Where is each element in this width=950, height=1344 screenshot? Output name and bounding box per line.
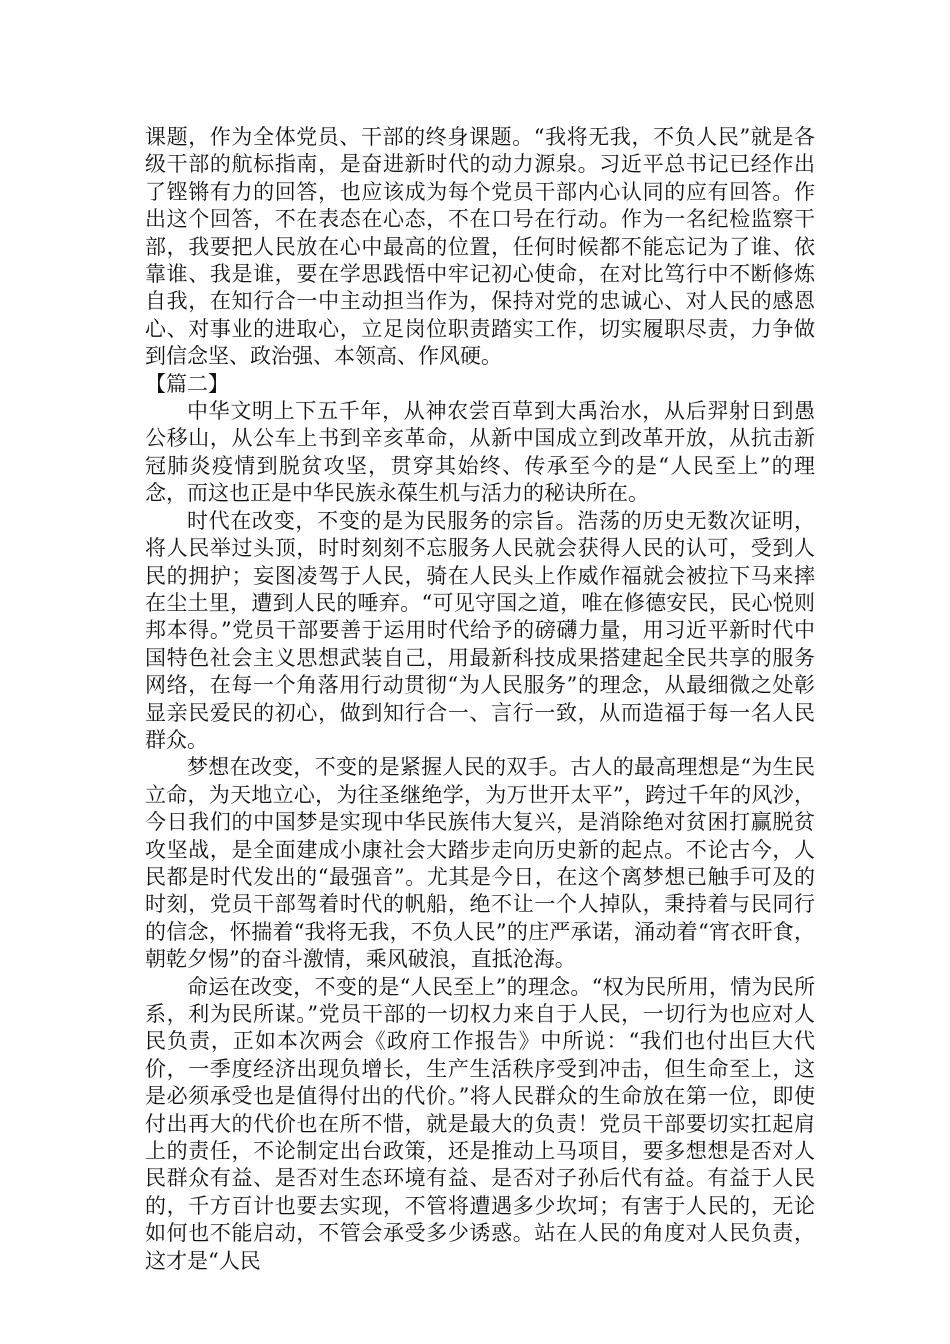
paragraph: 梦想在改变，不变的是紧握人民的双手。古人的最高理想是“为生民立命，为天地立心，为往圣继绝学，为万世开太平”，跨过千年的风沙，今日我们的中国梦是实现中华民族伟大复兴，是消除绝对贫困打赢脱贫攻坚战，是全面建成小康社会大踏步走向历史新的起点。不论古今，人民都是时代发出的“最强音”。尤其是今日，在这个离梦想已触手可及的时刻，党员干部驾着时代的帆船，绝不让一个人掉队，秉持着与民同行的信念，怀揣着“我将无我，不负人民”的庄严承诺，涌动着“宵衣旰食，朝乾夕惕”的奋斗激情，乘风破浪，直抵沧海。 xyxy=(145,755,815,972)
paragraph: 命运在改变，不变的是“人民至上”的理念。“权为民所用，情为民所系，利为民所谋。”党员干部的一切权力来自于人民，一切行为也应对人民负责，正如本次两会《政府工作报告》中所说：“我们也付出巨大代价，一季度经济出现负增长，生产生活秩序受到冲击，但生命至上，这是必须承受也是值得付出的代价。”将人民群众的生命放在第一位，即使付出再大的代价也在所不惜，就是最大的负责！党员干部要切实扛起肩上的责任，不论制定出台政策，还是推动上马项目，要多想想是否对人民群众有益、是否对生态环境有益、是否对子孙后代有益。有益于人民的，千方百计也要去实现，不管将遭遇多少坎坷；有害于人民的，无论如何也不能启动，不管会承受多少诱惑。站在人民的角度对人民负责，这才是“人民 xyxy=(145,974,815,1273)
document-page xyxy=(145,124,815,1275)
paragraph-continuation: 课题，作为全体党员、干部的终身课题。“我将无我，不负人民”就是各级干部的航标指南，是奋进新时代的动力源泉。习近平总书记已经作出了铿锵有力的回答，也应该成为每个党员干部内心认同的应有回答。作出这个回答，不在表态在心态，不在口号在行动。作为一名纪检监察干部，我要把人民放在心中最高的位置，任何时候都不能忘记为了谁、依靠谁、我是谁，要在学思践悟中牢记初心使命，在对比笃行中不断修炼自我，在知行合一中主动担当作为，保持对党的忠诚心、对人民的感恩心、对事业的进取心，立足岗位职责踏实工作，切实履职尽责，力争做到信念坚、政治强、本领高、作风硬。 xyxy=(145,125,815,369)
paragraph: 中华文明上下五千年，从神农尝百草到大禹治水，从后羿射日到愚公移山，从公车上书到辛亥革命，从新中国成立到改革开放，从抗击新冠肺炎疫情到脱贫攻坚，贯穿其始终、传承至今的是“人民至上”的理念，而这也正是中华民族永葆生机与活力的秘诀所在。 xyxy=(145,399,815,506)
paragraph: 时代在改变，不变的是为民服务的宗旨。浩荡的历史无数次证明，将人民举过头顶，时时刻刻不忘服务人民就会获得人民的认可，受到人民的拥护；妄图凌驾于人民，骑在人民头上作威作福就会被拉下马来摔在尘土里，遭到人民的唾弃。“可见守国之道，唯在修德安民，民心悦则邦本得。”党员干部要善于运用时代给予的磅礴力量，用习近平新时代中国特色社会主义思想武装自己，用最新科技成果搭建起全民共享的服务网络，在每一个角落用行动贯彻“为人民服务”的理念，从最细微之处彰显亲民爱民的初心，做到知行合一、言行一致，从而造福于每一名人民群众。 xyxy=(145,508,815,752)
section-heading: 【篇二】 xyxy=(145,371,229,396)
